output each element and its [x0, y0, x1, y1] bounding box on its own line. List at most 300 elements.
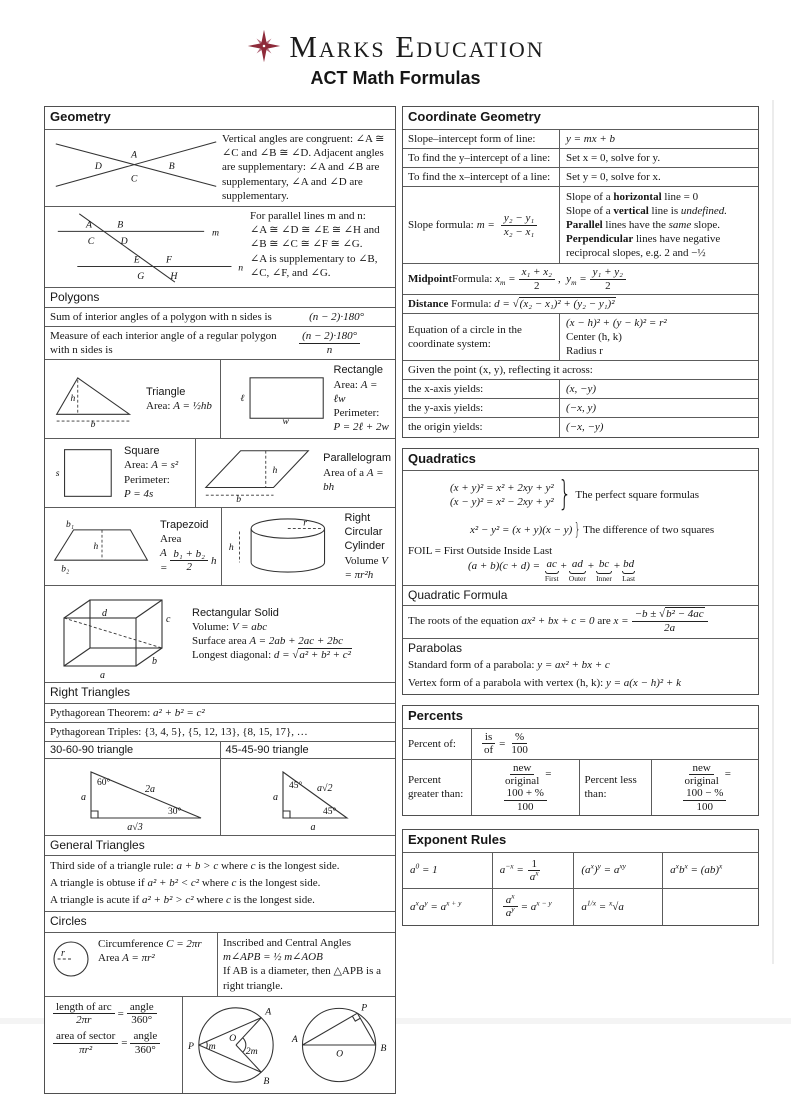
txt: Slope of a — [566, 204, 614, 217]
foil-definition: FOIL = First Outside Inside Last — [408, 545, 553, 558]
txt: is the longest side. — [239, 877, 321, 890]
circle-equation-row — [403, 313, 758, 360]
txt: Area: — [124, 459, 149, 472]
formula: P = 4s — [124, 488, 154, 500]
fact-perpendicular — [566, 232, 752, 260]
txt: = (ab) — [687, 864, 720, 877]
shape-name: Right Circular Cylinder — [344, 511, 385, 553]
formula: a + b > c — [176, 860, 219, 873]
shape-row-3 — [45, 507, 395, 585]
lbl: A — [86, 219, 93, 231]
formula: bc — [598, 558, 610, 571]
foil-equation — [468, 559, 753, 582]
denominator: of — [484, 744, 494, 757]
section-quadratics: Quadratics — [408, 450, 476, 466]
formula: (x + y)² = x² + 2xy + y² — [450, 481, 554, 494]
txt: Slope of a — [566, 190, 614, 203]
special-triangles-header-row — [45, 741, 395, 758]
radical — [659, 607, 705, 620]
formula — [160, 546, 217, 575]
fraction — [501, 212, 537, 238]
sup: y — [511, 904, 515, 914]
value-cell: Set y = 0, solve for x. — [566, 170, 661, 183]
fraction — [508, 731, 531, 757]
denominator: 2a — [664, 621, 676, 634]
triangle-45-45-90-cell — [220, 759, 396, 835]
txt — [192, 648, 390, 662]
section-circles: Circles — [45, 911, 395, 931]
formula: V = abc — [231, 620, 268, 633]
arc-sector-row — [45, 996, 395, 1093]
parallel-lines-text — [250, 209, 390, 285]
lbl: b₂ — [61, 564, 70, 575]
lbl: b₁ — [66, 520, 75, 531]
formula: h — [211, 554, 217, 567]
txt: ∠A is supplementary to ∠B, ∠C, ∠F, and ∠G. — [250, 252, 378, 279]
foil-term — [596, 559, 612, 582]
lbl: a√3 — [127, 821, 143, 833]
numerator — [632, 608, 708, 621]
special-triangles-diagram-row — [45, 758, 395, 835]
equals: = — [724, 768, 731, 781]
txt: The perfect square formulas — [575, 488, 700, 501]
fraction — [502, 762, 542, 788]
lbl: B — [117, 219, 124, 231]
lbl: b — [236, 493, 242, 505]
foil-term — [622, 559, 635, 582]
parallelogram-cell — [195, 439, 395, 507]
lbl: r — [302, 518, 307, 530]
txt: If AB is a diameter, then △APB is a right triangle. — [223, 965, 382, 992]
numerator: 100 + % — [504, 787, 547, 800]
sup: x — [590, 861, 594, 871]
shape-name: Square — [124, 445, 160, 458]
var: a — [505, 907, 512, 920]
label-cell: Percent greater than: — [408, 774, 464, 801]
label-cell: the origin yields: — [403, 418, 560, 436]
txt: is the longest side. — [233, 894, 315, 907]
label-cell: the y-axis yields: — [403, 399, 560, 417]
var: x — [495, 273, 500, 286]
scan-edge — [772, 100, 774, 964]
denominator: πr² — [79, 1043, 93, 1056]
txt: where — [220, 860, 248, 873]
formula: y = ax² + bx + c — [537, 659, 610, 672]
triangle-30-60-90-diagram — [53, 762, 211, 832]
txt: ) — [593, 864, 598, 877]
formula — [410, 900, 462, 914]
sup: 0 — [415, 861, 420, 871]
txt: = — [513, 864, 524, 877]
sup: x — [608, 898, 613, 908]
y-intercept-row — [403, 148, 758, 167]
txt: slope. — [691, 219, 720, 232]
fraction — [299, 330, 360, 356]
trapezoid-text — [160, 518, 217, 575]
txt: line = 0 — [661, 190, 699, 203]
lbl: h — [272, 464, 278, 476]
circle-equation-cell — [560, 314, 758, 360]
denominator: original — [505, 774, 540, 787]
numerator: y₁ + y₂ — [590, 266, 626, 279]
rule-power-of-power — [573, 853, 662, 889]
numerator: x₁ + x₂ — [519, 266, 555, 279]
fraction — [130, 1030, 160, 1056]
denominator — [503, 904, 518, 920]
txt — [124, 458, 178, 472]
lbl: w — [281, 415, 289, 427]
formula: c — [231, 877, 237, 890]
txt: Formula: — [452, 273, 493, 286]
txt: undefined. — [680, 204, 728, 217]
lbl: d — [102, 608, 107, 620]
value-cell: (x, −y) — [566, 383, 597, 396]
txt: , — [557, 273, 561, 286]
label-cell: Percent of: — [408, 737, 456, 750]
numerator: % — [512, 731, 527, 744]
txt: Surface area — [192, 635, 247, 648]
section-parabolas: Parabolas — [403, 638, 758, 658]
txt: Radius r — [566, 345, 603, 358]
txt: Vertical angles are congruent: ∠A ≅ ∠C and ∠B ≅ ∠D. — [222, 132, 385, 159]
var: a — [410, 864, 416, 877]
lbl: A — [265, 1006, 272, 1018]
triangle-cell — [45, 360, 220, 437]
section-polygons: Polygons — [45, 287, 395, 307]
page-title: ACT Math Formulas — [310, 68, 481, 88]
numerator: area of sector — [53, 1030, 118, 1043]
var: a — [581, 900, 587, 913]
plus: + — [587, 560, 595, 573]
denominator: 100 — [696, 800, 713, 813]
txt: Inner — [596, 574, 612, 584]
lbl: b — [90, 418, 96, 430]
lbl: a — [310, 821, 316, 833]
exponent-row-1 — [403, 852, 758, 889]
lbl: a√2 — [316, 782, 333, 794]
fact-horizontal — [566, 190, 752, 204]
lbl: h — [228, 542, 234, 554]
txt: Center (h, k) — [566, 331, 622, 344]
trapezoid-diagram — [49, 517, 155, 575]
formula: m = — [476, 219, 495, 232]
formula: A = s² — [151, 459, 179, 472]
numerator: length of arc — [53, 1001, 115, 1014]
left-column — [44, 106, 396, 1094]
lbl: a — [81, 791, 87, 803]
formula — [521, 900, 552, 914]
coordinate-geometry-panel — [402, 106, 759, 438]
label-cell: To find the x–intercept of a line: — [403, 168, 560, 186]
cylinder-cell — [221, 508, 396, 585]
slope-intercept-row — [403, 129, 758, 148]
lbl: G — [137, 270, 145, 282]
shape-name: Parallelogram — [323, 452, 391, 465]
quadratics-identities — [403, 470, 758, 585]
foil-term — [545, 559, 559, 582]
txt: Pythagorean Theorem: — [50, 706, 151, 719]
radicand: b² − 4ac — [666, 608, 704, 621]
denominator: original — [684, 774, 719, 787]
parabola-vertex-row — [403, 674, 758, 694]
vertical-angles-row — [45, 129, 395, 206]
denominator: n — [326, 343, 333, 356]
rule-product-same-base — [403, 889, 492, 925]
trapezoid-cell — [45, 508, 221, 585]
rectangular-solid-text — [186, 606, 390, 663]
parallel-lines-diagram — [50, 209, 250, 285]
numerator: 100 − % — [683, 787, 726, 800]
circle-basics-row — [45, 932, 395, 996]
brand-name: Marks Education — [289, 28, 545, 64]
txt: Third side of a triangle rule: — [50, 860, 174, 873]
fraction — [519, 266, 555, 292]
rectangular-solid-diagram — [50, 588, 186, 680]
lbl: 2m — [245, 1045, 258, 1057]
rule-product-power — [662, 853, 758, 889]
value-cell: Set x = 0, solve for y. — [566, 151, 661, 164]
label-cell: Percent less than: — [579, 760, 651, 815]
txt — [192, 634, 390, 648]
shape-name: Triangle — [146, 385, 186, 398]
percent-less-formula — [651, 760, 759, 815]
triangle-diagram — [49, 370, 141, 428]
lbl: 2a — [145, 783, 156, 795]
txt: Area — [98, 951, 120, 964]
formula — [500, 863, 524, 877]
parallel-lines-row — [45, 206, 395, 287]
numerator: angle — [127, 1001, 157, 1014]
txt: = 1 — [419, 864, 438, 877]
sector-area-formula — [50, 1030, 177, 1056]
empty-cell — [662, 889, 758, 925]
lbl: 45° — [288, 780, 303, 791]
panel-gap — [402, 816, 759, 829]
sup: xy — [619, 861, 626, 871]
formula — [581, 863, 626, 877]
sup: x — [535, 868, 539, 878]
parabola-standard-row — [403, 658, 758, 674]
txt: where — [201, 877, 229, 890]
txt: First — [544, 574, 559, 584]
lbl: s — [55, 467, 60, 479]
formula: a² + b² < c² — [147, 877, 200, 890]
lbl: b — [152, 656, 157, 668]
txt: = — [576, 273, 587, 286]
txt: Volume — [344, 554, 379, 567]
quadratics-panel — [402, 448, 759, 696]
lbl: c — [166, 614, 171, 626]
triangle-45-45-90-diagram — [249, 762, 367, 832]
lbl: a — [100, 670, 105, 682]
denominator: 100 — [511, 744, 528, 757]
formula: ax² + bx + c = 0 — [521, 615, 595, 628]
formula: −b ± — [634, 608, 657, 621]
txt: Circumference — [98, 937, 164, 950]
slope-formula-row — [403, 186, 758, 263]
square-diagram — [49, 443, 119, 503]
formula: m∠APB = ½ m∠AOB — [223, 950, 323, 963]
lbl: h — [70, 392, 76, 404]
txt: ∠A ≅ ∠D ≅ ∠E ≅ ∠H and — [250, 223, 380, 236]
rule-quotient-same-base — [492, 889, 574, 925]
txt: Outer — [568, 574, 586, 584]
foil-term — [569, 559, 586, 582]
txt: Perpendicular — [566, 233, 634, 246]
value-cell: y = mx + b — [566, 132, 616, 145]
fraction — [127, 1001, 157, 1027]
sqrt-sign: √ — [512, 297, 519, 310]
section-coordinate-geometry: Coordinate Geometry — [408, 109, 541, 124]
formula: c — [225, 894, 231, 907]
cylinder-diagram — [226, 514, 340, 578]
perfect-squares-group — [450, 473, 753, 517]
sup: x — [684, 861, 688, 871]
brace: } — [574, 519, 582, 540]
fraction — [53, 1030, 118, 1056]
txt: Volume: — [192, 620, 230, 633]
rule-zero-power — [403, 853, 492, 889]
header — [0, 28, 791, 90]
sup: x — [719, 861, 723, 871]
arc-sector-formulas — [45, 997, 182, 1093]
txt: Vertex form of a parabola with vertex (h, k): — [408, 677, 604, 690]
txt: Area of a — [323, 466, 365, 479]
circumference-text — [98, 937, 202, 966]
rule-negative-power — [492, 853, 574, 889]
txt: is the longest side. — [258, 860, 340, 873]
midpoint-row — [403, 263, 758, 294]
equals: = — [499, 737, 506, 750]
txt: Area: — [333, 378, 358, 391]
txt — [323, 466, 391, 495]
percent-greater-formula — [471, 760, 579, 815]
shape-name: Rectangular Solid — [192, 606, 279, 619]
txt — [98, 951, 202, 965]
lbl: 45° — [322, 806, 337, 817]
txt: For parallel lines m and n: — [250, 209, 366, 222]
lbl: H — [170, 270, 178, 282]
var: a — [529, 870, 536, 883]
sup: x − y — [536, 898, 552, 908]
shape-name: Rectangle — [333, 364, 384, 377]
txt: (a — [581, 864, 591, 877]
var: a — [418, 900, 425, 913]
txt: ∠B ≅ ∠C ≅ ∠F ≅ ∠G. — [250, 238, 363, 251]
sup: x + y — [446, 898, 462, 908]
sub: m — [571, 278, 577, 288]
circumference-cell — [45, 933, 217, 996]
reflect-y-axis-row — [403, 398, 758, 417]
formula: (n − 2)·180° — [309, 310, 364, 323]
diameter-right-triangle-diagram — [289, 1000, 393, 1090]
lbl: 60° — [97, 777, 111, 788]
txt: Area: — [146, 399, 171, 412]
fact-parallel — [566, 218, 752, 232]
formula — [410, 863, 438, 877]
rule-fractional-exponent — [573, 889, 662, 925]
numerator: new — [689, 762, 713, 775]
txt: Standard form of a parabola: — [408, 659, 535, 672]
lbl: ℓ — [239, 392, 244, 404]
section-percents: Percents — [408, 708, 463, 724]
txt: Formula: — [448, 297, 492, 310]
section-quadratic-formula: Quadratic Formula — [403, 585, 758, 605]
slope-formula-cell — [403, 187, 560, 263]
var: a — [410, 900, 416, 913]
txt: Adjacent angles are supplementary: ∠A and ∠B are supplementary, ∠A and ∠D are supplementary. — [222, 146, 384, 202]
fraction — [481, 731, 496, 757]
shape-row-2 — [45, 438, 395, 507]
section-right-triangles: Right Triangles — [45, 682, 395, 702]
plus: + — [613, 560, 621, 573]
percent-of-formula — [471, 729, 758, 759]
circle-diagram — [49, 937, 93, 981]
equals: = — [545, 768, 552, 781]
lbl: O — [336, 1048, 344, 1060]
sup: x — [511, 891, 515, 901]
radicand: (x₂ − x₁)² + (y₂ − y₁)² — [519, 297, 615, 310]
formula: A = — [160, 547, 168, 574]
txt: The roots of the equation — [408, 615, 519, 628]
section-general-triangles: General Triangles — [45, 835, 395, 855]
lbl: m — [208, 1040, 216, 1052]
numerator: b₁ + b₂ — [170, 548, 208, 561]
vertical-angles-diagram — [50, 132, 222, 204]
inscribed-central-angle-diagram — [185, 1000, 285, 1090]
txt: Measure of each interior angle of a regular polygon with n sides is — [50, 330, 277, 357]
txt: same — [668, 219, 692, 232]
lbl: D — [120, 235, 128, 247]
txt — [334, 378, 392, 407]
lbl: E — [133, 254, 140, 266]
label-cell: Equation of a circle in the coordinate system: — [403, 314, 560, 360]
lbl: F — [166, 254, 173, 266]
denominator: x₂ − x₁ — [503, 225, 535, 238]
percent-change-row — [403, 759, 758, 815]
txt: = a — [600, 864, 620, 877]
sup: y — [424, 898, 428, 908]
var: a — [499, 864, 506, 877]
fraction — [683, 787, 726, 813]
formula: ac — [546, 558, 557, 571]
lbl: B — [263, 1075, 270, 1087]
txt: lines have negative reciprocal slopes, e.g. 2 and −½ — [566, 233, 721, 260]
label-cell: the x-axis yields: — [403, 380, 560, 398]
denominator: 360° — [131, 1014, 153, 1027]
var: y — [566, 273, 572, 286]
reflect-origin-row — [403, 417, 758, 436]
pythagorean-triples-row: Pythagorean Triples: {3, 4, 5}, {5, 12, 13}, {8, 15, 17}, … — [45, 722, 395, 741]
formula: d = — [494, 297, 510, 310]
txt: = a — [427, 900, 447, 913]
cylinder-text — [345, 511, 392, 582]
txt: line is — [648, 204, 681, 217]
vertical-angles-text — [222, 132, 390, 204]
txt: A triangle is obtuse if — [50, 877, 145, 890]
difference-squares-group — [470, 520, 753, 542]
var: a — [670, 864, 676, 877]
lbl: B — [168, 160, 175, 172]
txt: Perimeter: — [124, 473, 170, 486]
formula: A = ℓw — [333, 378, 378, 405]
section-exponent-rules: Exponent Rules — [408, 831, 507, 847]
denominator: 100 — [517, 800, 534, 813]
txt: Last — [622, 574, 636, 584]
lbl: m — [211, 226, 219, 238]
fact-vertical — [566, 204, 752, 218]
txt: lines have the — [602, 219, 669, 232]
